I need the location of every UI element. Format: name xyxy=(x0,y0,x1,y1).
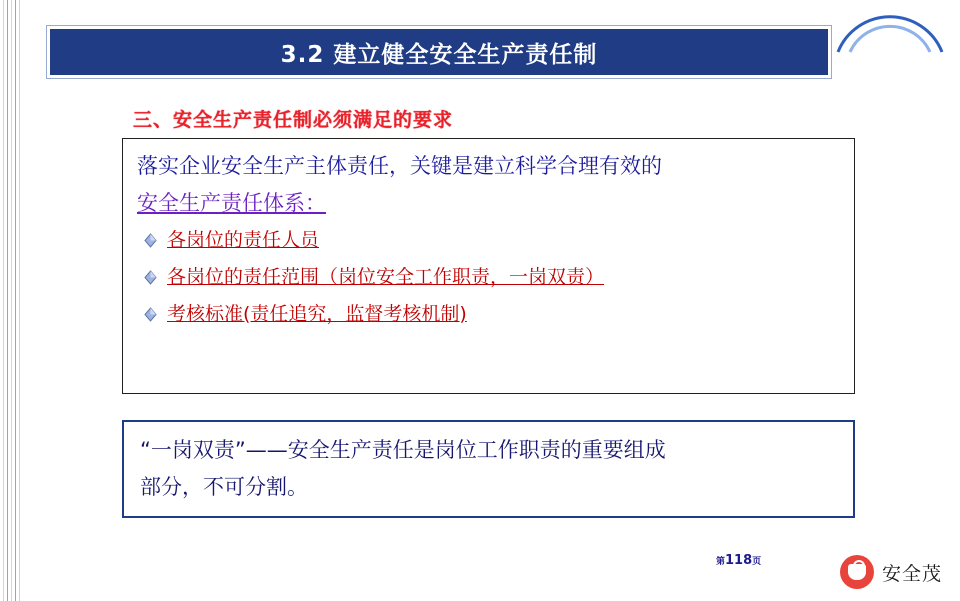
page-number-prefix: 第 xyxy=(716,557,726,567)
list-item-label: 考核标准(责任追究，监督考核机制) xyxy=(167,302,467,325)
left-decorative-band xyxy=(0,0,30,601)
watermark-logo xyxy=(830,549,952,595)
section-heading: 三、安全生产责任制必须满足的要求 xyxy=(133,109,454,131)
list-item-label: 各岗位的责任范围（岗位安全工作职责，一岗双责） xyxy=(167,265,605,288)
quote-box xyxy=(122,420,855,518)
slide-title-bar xyxy=(47,26,831,78)
diamond-bullet-icon xyxy=(143,270,158,285)
list-item-label: 各岗位的责任人员 xyxy=(167,228,320,251)
arc-decoration-icon xyxy=(830,0,950,56)
content-line-2-underlined: 安全生产责任体系： xyxy=(137,190,326,215)
diamond-bullet-icon xyxy=(143,307,158,322)
content-box xyxy=(122,138,855,394)
list-item xyxy=(137,299,840,326)
quote-line-1: “一岗双责”——安全生产责任是岗位工作职责的重要组成 xyxy=(140,438,666,462)
list-item xyxy=(137,225,840,252)
slide-title: 3.2 建立健全安全生产责任制 xyxy=(280,41,598,68)
left-band-inner xyxy=(22,0,30,601)
umbrella-shield-icon xyxy=(840,555,874,589)
page-number xyxy=(716,553,761,568)
diamond-bullet-icon xyxy=(143,233,158,248)
watermark-label: 安全茂 xyxy=(881,562,942,585)
page-number-value: 118 xyxy=(725,553,753,568)
content-line-1: 落实企业安全生产主体责任，关键是建立科学合理有效的 xyxy=(137,154,662,178)
page-number-suffix: 页 xyxy=(752,557,762,567)
list-item xyxy=(137,262,840,289)
quote-line-2: 部分，不可分割。 xyxy=(140,474,308,499)
